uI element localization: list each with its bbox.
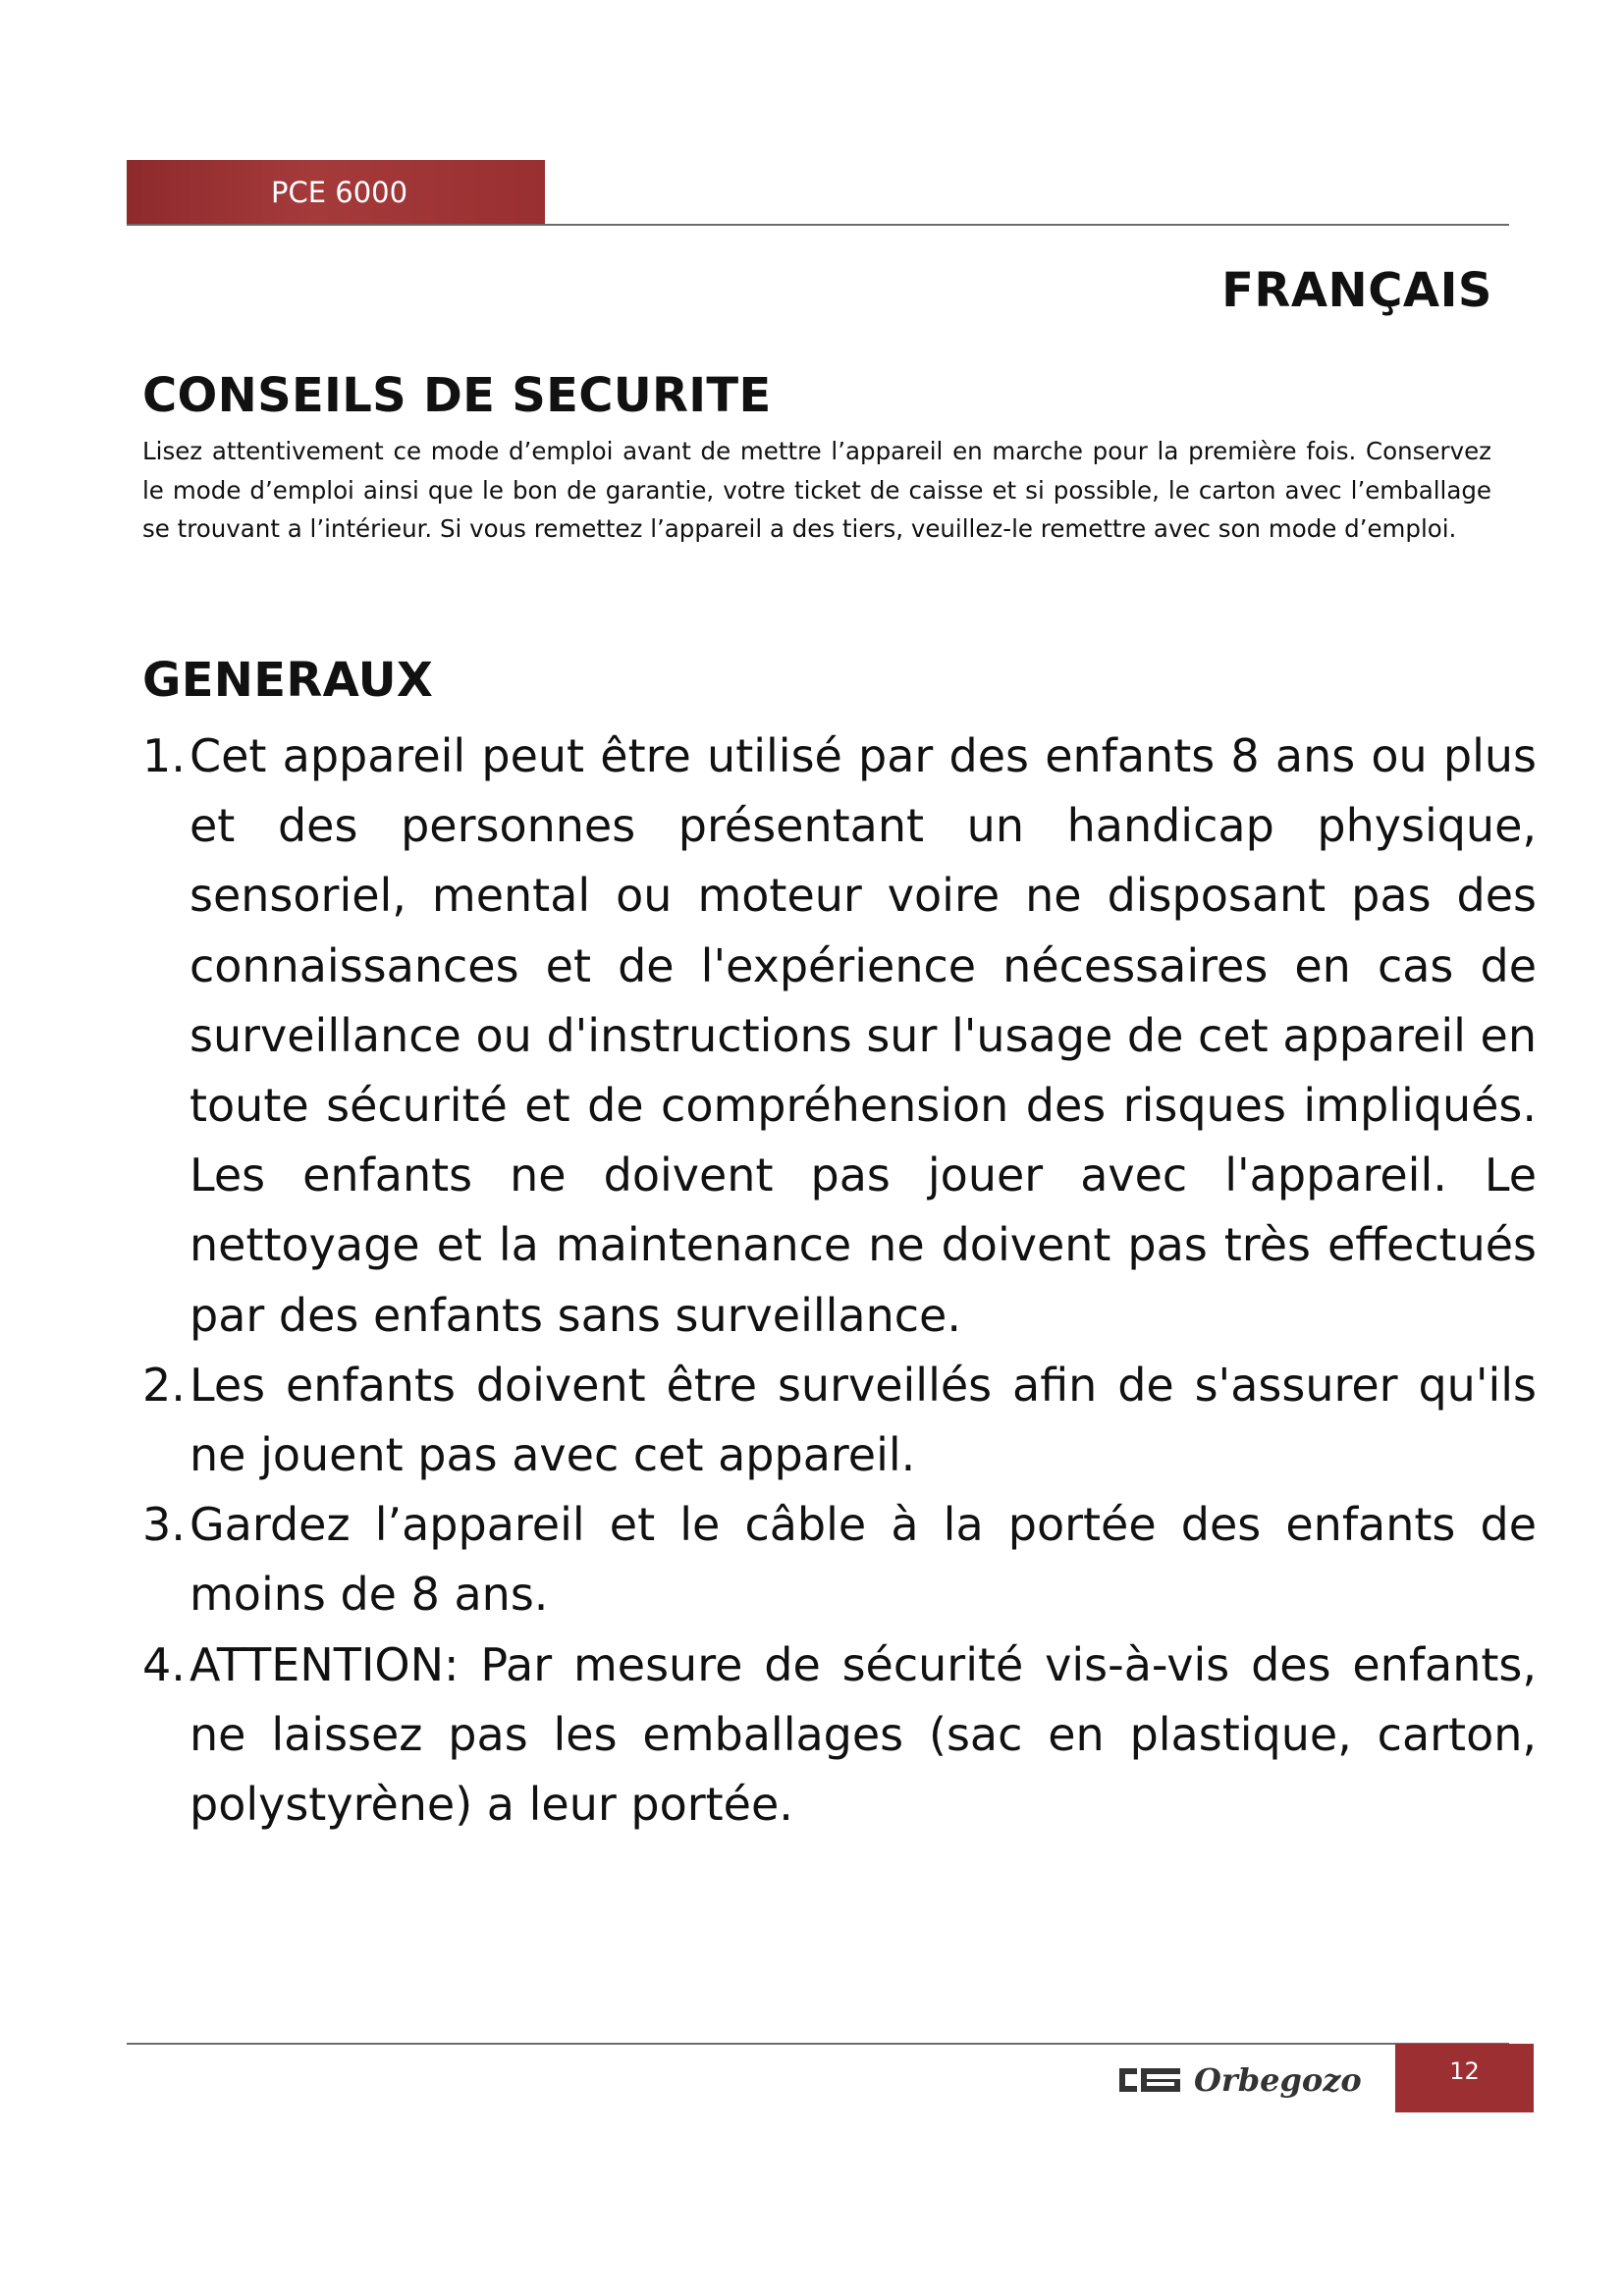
rule-text: Cet appareil peut être utilisé par des enfants 8 ans ou plus et des personnes présentant un handicap physique, sensoriel, mental ou moteur voire ne disposant pas des connaissances et de l'expérience nécessaires en cas de surveillance ou d'instructions sur l'usage de cet appareil en toute sécurité et de compréhension des risques impliqués. Les enfants ne doivent pas jouer avec l'appareil. Le nettoyage et la maintenance ne doivent pas très effectués par des enfants sans surveillance.	[189, 729, 1537, 1342]
rule-number: 3.	[142, 1498, 186, 1552]
rule-item-1	[142, 721, 1537, 1351]
safety-section-title: CONSEILS DE SECURITE	[142, 368, 772, 423]
general-rules-list	[142, 721, 1537, 1840]
language-title: FRANÇAIS	[1221, 263, 1492, 318]
rule-text: Les enfants doivent être surveillés afin de s'assurer qu'ils ne jouent pas avec cet appareil.	[189, 1358, 1537, 1482]
rule-item-4	[142, 1630, 1537, 1841]
page-number: 12	[1449, 2057, 1480, 2085]
page-number-box	[1395, 2044, 1534, 2112]
rule-text: Gardez l’appareil et le câble à la portée des enfants de moins de 8 ans.	[189, 1498, 1537, 1622]
orbegozo-logo	[1117, 2060, 1382, 2100]
rule-number: 2.	[142, 1358, 186, 1412]
safety-intro-paragraph: Lisez attentivement ce mode d’emploi avant de mettre l’appareil en marche pour la première fois. Conservez le mode d’emploi ainsi que le bon de garantie, votre ticket de caisse et si possible, le carton avec l’emballage se trouvant a l’intérieur. Si vous remettez l’appareil a des tiers, veuillez-le remettre avec son mode d’emploi.	[142, 437, 1491, 543]
brand-wordmark: Orbegozo	[1194, 2061, 1362, 2099]
orbegozo-mark-icon	[1119, 2068, 1180, 2092]
rule-number: 4.	[142, 1637, 186, 1691]
footer-divider	[127, 2043, 1509, 2045]
rule-item-2	[142, 1351, 1537, 1490]
model-header-tab	[127, 160, 545, 225]
model-name: PCE 6000	[271, 176, 408, 209]
rule-number: 1.	[142, 729, 186, 782]
header-divider	[127, 224, 1509, 226]
rule-text: ATTENTION: Par mesure de sécurité vis-à-vis des enfants, ne laissez pas les emballages (sac en plastique, carton, polystyrène) a leur portée.	[189, 1637, 1537, 1832]
general-section-title: GENERAUX	[142, 653, 434, 708]
rule-item-3	[142, 1490, 1537, 1629]
